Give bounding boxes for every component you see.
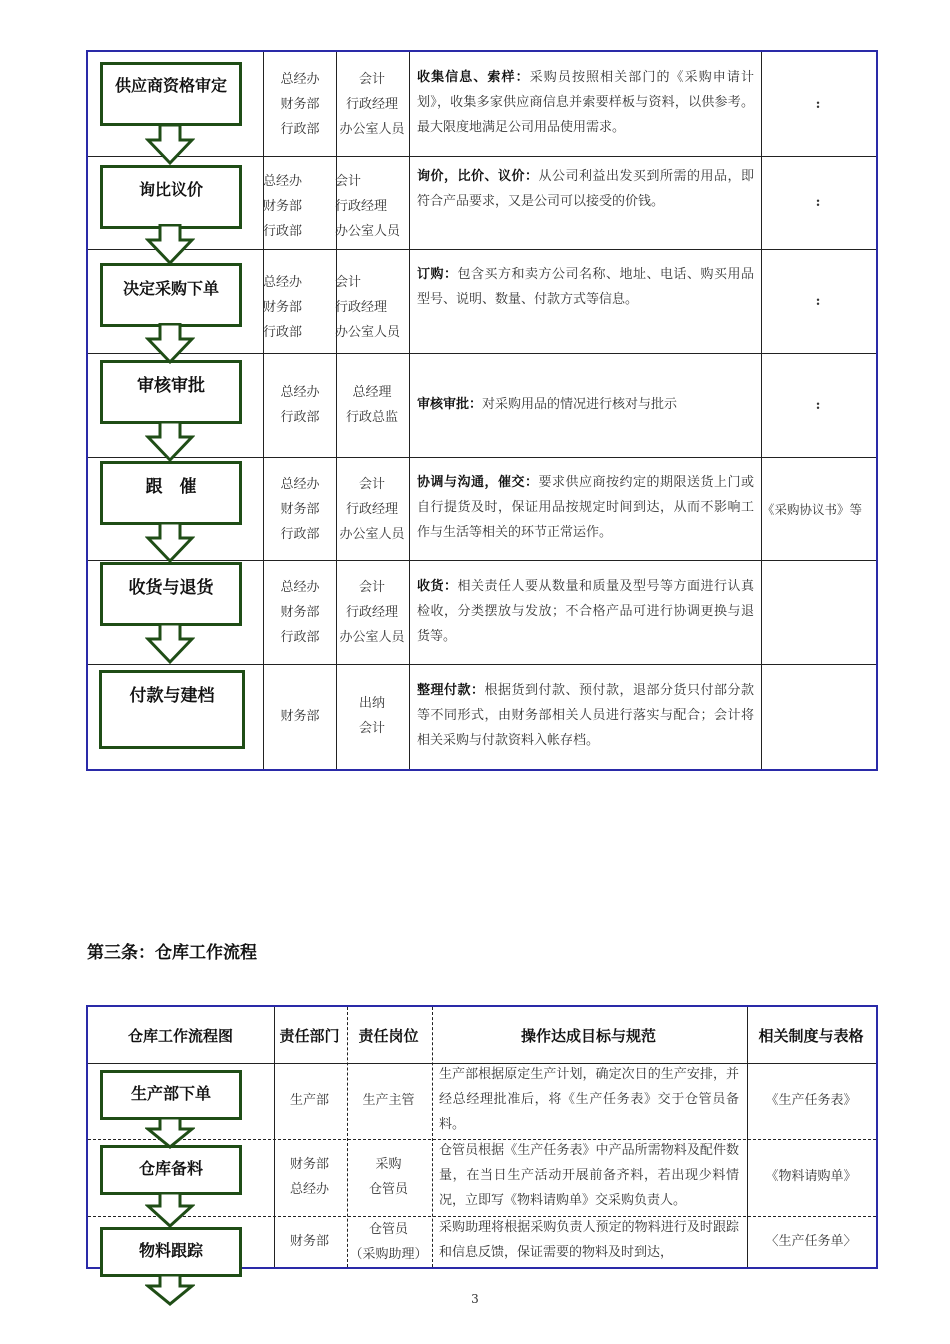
- dept: 财务部: [280, 604, 320, 620]
- related-forms: [746, 1215, 876, 1268]
- responsible-posts: [346, 1215, 431, 1268]
- flow-step-label: 跟 催: [145, 477, 197, 497]
- post: 行政经理: [345, 501, 398, 517]
- related-forms: [746, 1138, 876, 1215]
- related-forms: [760, 52, 876, 156]
- dept: 财务部: [280, 501, 320, 517]
- down-arrow-icon: [145, 522, 195, 564]
- flow-step-supplier-qualification: [100, 62, 242, 126]
- desc-bold-lead: 整理付款：: [417, 683, 485, 698]
- header-forms: [746, 1007, 876, 1063]
- desc-text: 生产部根据原定生产计划，确定次日的生产安排，并经总经理批准后，将《生产任务表》交于仓管员备料。: [439, 1067, 739, 1132]
- post: （采购助理）: [349, 1246, 428, 1262]
- header-label: 相关制度与表格: [758, 1026, 864, 1045]
- post: 办公室人员: [335, 324, 401, 340]
- post: 采购: [375, 1156, 402, 1172]
- related-forms: [760, 249, 876, 353]
- row-divider: [88, 353, 876, 354]
- operation-description: [417, 164, 754, 214]
- post: 会计: [335, 274, 362, 290]
- desc-text: 采购助理将根据采购负责人预定的物料进行及时跟踪和信息反馈，保证需要的物料及时到达，: [439, 1220, 739, 1260]
- post: 办公室人员: [335, 224, 401, 239]
- down-arrow-icon: [145, 1117, 195, 1149]
- flow-step-label: 物料跟踪: [138, 1241, 203, 1260]
- responsible-posts: [335, 52, 409, 156]
- desc-bold-lead: 审核审批：: [417, 397, 483, 412]
- dept: 行政部: [280, 629, 320, 645]
- operation-description: [417, 65, 754, 140]
- desc-text: 要求供应商按约定的期限送货上门或自行提货及时，保证用品按规定时间到达，从而不影响工作与生活等相关的环节正常运作。: [417, 475, 754, 540]
- post: 会计: [358, 721, 385, 736]
- flow-step-place-order: [100, 263, 242, 327]
- dept: 行政部: [280, 121, 320, 137]
- flow-step-label: 仓库备料: [138, 1159, 203, 1178]
- desc-text: 采购员按照相关部门的《采购申请计划》，收集多家供应商信息并索要样板与资料，以供参考。最大限度地满足公司用品使用需求。: [417, 70, 754, 135]
- dept: 总经办: [289, 1181, 329, 1197]
- post: 生产主管: [362, 1092, 415, 1108]
- responsible-depts: [273, 1062, 346, 1138]
- post: 办公室人员: [339, 121, 405, 137]
- post: 仓管员: [368, 1181, 408, 1197]
- operation-description: [417, 574, 754, 649]
- forms-text: :: [815, 397, 821, 413]
- responsible-depts: [263, 560, 337, 664]
- forms-text: :: [815, 293, 821, 309]
- dept: 总经办: [280, 71, 320, 87]
- section-title: 第三条：仓库工作流程: [87, 943, 257, 963]
- desc-text: 根据货到付款、预付款，退部分货只付部分款等不同形式，由财务部相关人员进行落实与配合；会计将相关采购与付款资料入帐存档。: [417, 683, 754, 748]
- post: 行政经理: [345, 96, 398, 112]
- dept: 总经办: [280, 476, 320, 492]
- desc-bold-lead: 协调与沟通，催交：: [417, 475, 539, 490]
- post: 总经理: [352, 385, 392, 400]
- responsible-posts: [335, 664, 409, 768]
- related-forms: [760, 353, 876, 457]
- desc-text: 仓管员根据《生产任务表》中产品所需物料及配件数量，在当日生产活动开展前备齐料，若出现少料情况，立即写《物料请购单》交采购负责人。: [439, 1143, 739, 1208]
- header-dept: [273, 1007, 346, 1063]
- post: 仓管员: [368, 1221, 408, 1237]
- related-forms: [746, 1062, 876, 1138]
- responsible-depts: [263, 457, 337, 561]
- desc-bold-lead: 收集信息、索样：: [417, 70, 530, 85]
- responsible-depts: [263, 156, 337, 249]
- dept: 行政部: [280, 410, 320, 425]
- operation-description: [417, 678, 754, 753]
- dept: 总经办: [263, 174, 303, 189]
- post: 办公室人员: [339, 526, 405, 542]
- flow-step-label: 付款与建档: [129, 686, 215, 706]
- dept: 财务部: [263, 199, 303, 214]
- dept: 总经办: [280, 385, 320, 400]
- flow-step-label: 询比议价: [138, 180, 203, 199]
- responsible-depts: [263, 249, 337, 353]
- dept: 财务部: [263, 299, 303, 315]
- responsible-posts: [335, 156, 409, 249]
- col-divider: [409, 52, 410, 769]
- forms-text: 《生产任务表》: [765, 1092, 857, 1108]
- operation-description: [439, 1138, 739, 1213]
- flow-step-material-tracking: [100, 1227, 242, 1277]
- responsible-depts: [263, 52, 337, 156]
- post: 会计: [358, 476, 385, 492]
- responsible-posts: [335, 457, 409, 561]
- post: 行政经理: [335, 299, 388, 315]
- post: 行政经理: [335, 199, 388, 214]
- responsible-depts: [273, 1215, 346, 1268]
- header-label: 责任部门: [279, 1026, 340, 1045]
- flow-step-label: 供应商资格审定: [114, 76, 227, 95]
- dept: 总经办: [263, 274, 303, 290]
- down-arrow-icon: [145, 124, 195, 166]
- operation-description: [439, 1215, 739, 1265]
- desc-text: 从公司利益出发买到所需的用品，即符合产品要求，又是公司可以接受的价钱。: [417, 169, 754, 209]
- row-divider: [88, 249, 876, 250]
- flow-step-price-inquiry: [100, 165, 242, 229]
- forms-text: :: [815, 195, 821, 210]
- dept: 总经办: [280, 579, 320, 595]
- dept: 财务部: [280, 96, 320, 112]
- desc-bold-lead: 询价，比价、议价：: [417, 169, 539, 184]
- down-arrow-icon: [145, 323, 195, 365]
- operation-description: [417, 392, 754, 417]
- desc-bold-lead: 收货：: [417, 579, 458, 594]
- flow-step-label: 生产部下单: [130, 1084, 211, 1103]
- dept: 财务部: [280, 708, 320, 724]
- flow-step-label: 决定采购下单: [122, 279, 219, 298]
- flow-step-follow-up: [100, 461, 242, 525]
- row-divider: [88, 560, 876, 561]
- desc-text: 相关责任人要从数量和质量及型号等方面进行认真检收，分类摆放与发放；不合格产品可进行协调更换与退货等。: [417, 579, 754, 644]
- flow-step-payment-archive: [99, 670, 245, 749]
- forms-text: 《物料请购单》: [765, 1169, 857, 1184]
- flow-step-receive-return: [100, 562, 242, 626]
- flow-step-label: 收货与退货: [128, 578, 214, 598]
- down-arrow-icon: [145, 224, 195, 266]
- responsible-depts: [263, 664, 337, 768]
- related-forms: [762, 457, 878, 561]
- desc-text: 对采购用品的情况进行核对与批示: [482, 397, 678, 412]
- forms-text: 《采购协议书》等: [762, 501, 863, 517]
- responsible-posts: [335, 353, 409, 457]
- flow-step-label: 审核审批: [137, 376, 205, 396]
- header-label: 仓库工作流程图: [127, 1026, 233, 1045]
- post: 会计: [358, 579, 385, 595]
- post: 办公室人员: [339, 629, 405, 645]
- dept: 行政部: [263, 324, 303, 340]
- flow-step-warehouse-prep: [100, 1145, 242, 1195]
- responsible-depts: [273, 1138, 346, 1215]
- desc-text: 包含买方和卖方公司名称、地址、电话、购买用品型号、说明、数量、付款方式等信息。: [417, 267, 754, 307]
- responsible-posts: [335, 249, 409, 353]
- operation-description: [417, 262, 754, 312]
- post: 会计: [335, 174, 362, 189]
- post: 出纳: [358, 696, 385, 711]
- responsible-posts: [346, 1062, 431, 1138]
- responsible-depts: [263, 353, 337, 457]
- post: 会计: [358, 71, 385, 87]
- operation-description: [417, 470, 754, 545]
- down-arrow-icon: [145, 1192, 195, 1228]
- post: 行政总监: [345, 410, 398, 425]
- flow-step-review-approve: [100, 360, 242, 424]
- operation-description: [439, 1062, 739, 1137]
- forms-text: :: [815, 96, 821, 112]
- header-goals: [431, 1007, 746, 1063]
- header-post: [346, 1007, 431, 1063]
- forms-text: 〈生产任务单〉: [765, 1234, 857, 1249]
- dept: 行政部: [263, 224, 303, 239]
- related-forms: [760, 156, 876, 249]
- row-divider: [88, 156, 876, 157]
- dept: 财务部: [289, 1234, 329, 1249]
- dept: 行政部: [280, 526, 320, 542]
- down-arrow-icon: [145, 421, 195, 463]
- responsible-posts: [335, 560, 409, 664]
- desc-bold-lead: 订购：: [417, 267, 458, 282]
- page-number: 3: [471, 1292, 479, 1306]
- row-divider: [88, 457, 876, 458]
- row-divider: [88, 664, 876, 665]
- post: 行政经理: [345, 604, 398, 620]
- header-label: 操作达成目标与规范: [520, 1026, 656, 1045]
- flow-step-production-order: [100, 1070, 242, 1120]
- dept: 财务部: [289, 1156, 329, 1172]
- header-flowchart: [88, 1007, 273, 1063]
- header-label: 责任岗位: [358, 1026, 419, 1045]
- dept: 生产部: [289, 1092, 329, 1108]
- responsible-posts: [346, 1138, 431, 1215]
- down-arrow-icon: [145, 623, 195, 665]
